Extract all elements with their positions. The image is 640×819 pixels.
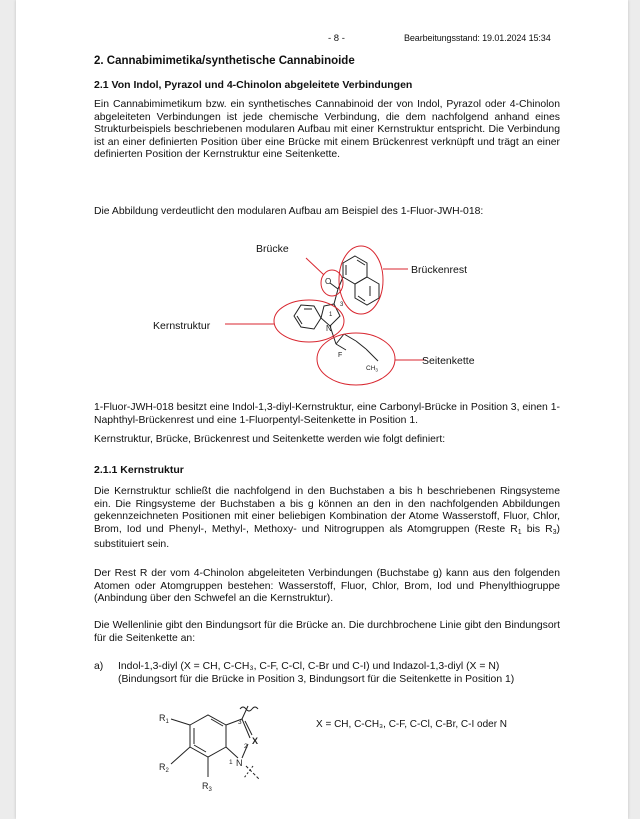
annotation-marks <box>225 246 426 385</box>
core-paragraph-1-tail-a: Atomgruppen (Reste R <box>407 523 518 535</box>
atom-n-label: N <box>326 324 332 333</box>
atom-x-label: X <box>252 736 259 746</box>
core-paragraph-1-main: Die Kernstruktur schließt die nachfolgend in den Buchstaben a bis h beschriebenen Ringsysteme ein. Die Ringsysteme der Buchstaben a bis g können an den in den nachfolgenden Abbildungen gekennzeichneten Positionen mit einer beliebigen Kombination der Atome Wasserstoff, Fluor, Chlor, Brom, Iod und Phenyl-, Methyl-, Methoxy- und Nitrogruppen als <box>94 486 560 535</box>
subsection-title: 2.1 Von Indol, Pyrazol und 4-Chinolon abgeleitete Verbindungen <box>94 79 413 91</box>
atom-f-label: F <box>338 352 343 359</box>
figure-description: 1-Fluor-JWH-018 besitzt eine Indol-1,3-diyl-Kernstruktur, eine Carbonyl-Brücke in Position 3, einen 1-Naphthyl-Brückenrest und eine 1-Fluorpentyl-Seitenkette in Position 1. <box>94 402 560 426</box>
position-3-label: 3 <box>238 719 242 726</box>
page-number: - 8 - <box>328 33 345 44</box>
r2-label: $R_2$ <box>159 762 169 774</box>
core-paragraph-3: Die Wellenlinie gibt den Bindungsort für die Brücke an. Die durchbrochene Linie gibt den Bindungsort für die Seitenkette an: <box>94 620 560 644</box>
subsubsection-title: 2.1.1 Kernstruktur <box>94 464 184 476</box>
core-paragraph-2: Der Rest R der vom 4-Chinolon abgeleiteten Verbindungen (Buchstabe g) kann aus den folgenden Atomen oder Atomgruppen bestehen: Wasserstoff, Fluor, Chlor, Brom, Iod und Phenylthiogruppe (Anbindung über den Schwefel an die Kernstruktur). <box>94 568 560 605</box>
core-paragraph-1-sub1: 1 <box>517 528 522 536</box>
locant-1-label: 1 <box>329 312 333 318</box>
core-paragraph-1 <box>94 486 560 552</box>
section-title: 2. Cannabimimetika/synthetische Cannabinoide <box>94 55 355 67</box>
edit-status: Bearbeitungsstand: 19.01.2024 15:34 <box>404 33 551 43</box>
list-item-a-label: a) <box>94 661 104 672</box>
side-chain-label: Seitenkette <box>422 355 475 367</box>
core-paragraph-1-tail-c: ) substituiert sein. <box>94 523 561 551</box>
core-atom-n-label: N <box>236 758 243 768</box>
core-paragraph-1-sub2: 3 <box>552 528 557 536</box>
core-paragraph-1-tail-b: bis R <box>521 523 553 535</box>
list-item-a-text: Indol-1,3-diyl (X = CH, C-CH₃, C-F, C-Cl, C-Br und C-I) und Indazol-1,3-diyl (X = N) (Bindungsort für die Brücke in Position 3, Bindungsort für die Seitenkette in Position 1) <box>118 661 515 685</box>
core-structure-label: Kernstruktur <box>153 320 211 332</box>
atom-ch3-label: $CH_3$ <box>366 365 378 373</box>
position-2-label: 2 <box>244 743 248 750</box>
core-circle <box>274 300 344 342</box>
x-values-label: X = CH, C-CH₃, C-F, C-Cl, C-Br, C-I oder N <box>316 719 508 730</box>
atom-o-label: O <box>325 277 332 286</box>
indole-core-figure <box>16 700 628 800</box>
document-page <box>16 0 628 819</box>
intro-paragraph: Ein Cannabimimetikum bzw. ein synthetisches Cannabinoid der von Indol, Pyrazol oder 4-Chinolon abgeleiteten Verbindungen ist jede chemische Verbindung, die dem nachfolgend anhand eines Strukturbeispiels beschriebenen modularen Aufbau mit einer Kernstruktur entspricht. Die Verbindung ist an einer definierten Position über eine Brücke mit einem Brückenrest verknüpft und trägt an einer definierten Position der Kernstruktur eine Seitenkette. <box>94 99 560 161</box>
position-1-label: 1 <box>229 759 233 766</box>
bridge-label: Brücke <box>256 243 289 255</box>
r3-label: $R_3$ <box>202 781 212 793</box>
r1-label: $R_1$ <box>159 713 169 725</box>
definition-intro: Kernstruktur, Brücke, Brückenrest und Seitenkette werden wie folgt definiert: <box>94 434 446 445</box>
figure-intro: Die Abbildung verdeutlicht den modularen Aufbau am Beispiel des 1-Fluor-JWH-018: <box>94 206 484 217</box>
bridge-rest-label: Brückenrest <box>411 264 468 276</box>
locant-3-label: 3 <box>340 302 344 308</box>
jwh018-structure-figure <box>16 236 628 394</box>
